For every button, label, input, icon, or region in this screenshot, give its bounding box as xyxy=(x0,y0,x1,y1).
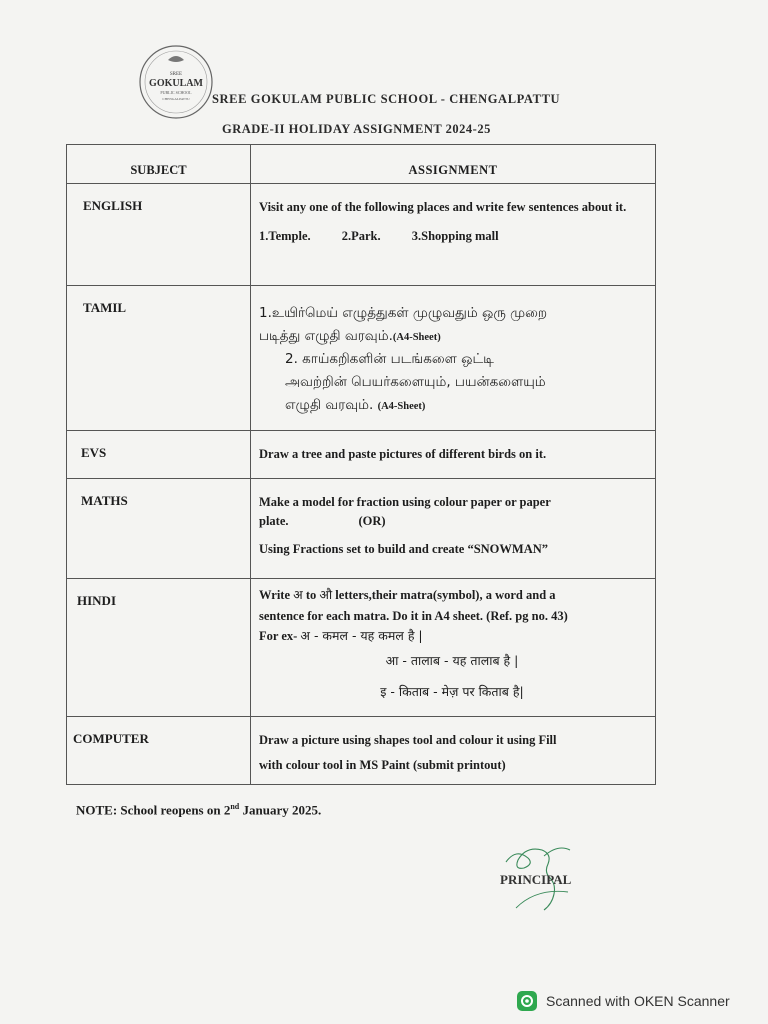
subject-computer: COMPUTER xyxy=(67,717,251,784)
row-english xyxy=(67,183,655,285)
logo-line4: CHENGALPATTU xyxy=(162,97,190,101)
maths-line-1: Make a model for fraction using colour paper or paper xyxy=(259,495,551,509)
tamil-line-2 xyxy=(259,325,645,348)
row-maths xyxy=(67,478,655,578)
reopen-note xyxy=(76,802,321,818)
assignment-title: GRADE-II HOLIDAY ASSIGNMENT 2024-25 xyxy=(222,122,491,136)
english-place-1: 1.Temple. xyxy=(259,229,311,244)
logo-line3: PUBLIC SCHOOL xyxy=(160,90,192,95)
hindi-line-2: sentence for each matra. Do it in A4 sheet. (Ref. pg no. 43) xyxy=(259,608,568,623)
computer-line-2: with colour tool in MS Paint (submit printout) xyxy=(259,758,506,773)
hindi-line-1-a: Write xyxy=(259,588,294,602)
row-tamil xyxy=(67,285,655,430)
assignment-tamil xyxy=(251,286,655,430)
subject-maths: MATHS xyxy=(67,479,251,578)
note-suffix: January 2025. xyxy=(239,802,322,818)
tamil-line-2-note: (A4-Sheet) xyxy=(392,331,441,343)
assignment-maths xyxy=(251,479,655,578)
row-computer xyxy=(67,716,655,784)
english-place-3: 3.Shopping mall xyxy=(411,229,499,244)
subject-tamil: TAMIL xyxy=(67,286,251,430)
school-logo xyxy=(138,44,214,120)
assignment-table xyxy=(66,144,656,785)
row-evs xyxy=(67,430,655,478)
hindi-example-3: इ - किताब - मेज़ पर किताब है| xyxy=(380,683,524,699)
scanner-logo-icon xyxy=(516,990,538,1012)
principal-label: PRINCIPAL xyxy=(500,872,572,887)
logo-line2: GOKULAM xyxy=(149,78,203,89)
hindi-letter-au: औ xyxy=(319,587,333,602)
maths-line-2-text: plate. xyxy=(259,514,289,529)
scanner-watermark xyxy=(516,990,730,1012)
hindi-example-1: अ - कमल - यह कमल है | xyxy=(300,628,423,644)
logo-line1: SREE xyxy=(169,72,183,77)
hindi-line-3-a: For ex- xyxy=(259,629,301,644)
tamil-line-5-text: எழுதி வரவும். xyxy=(285,396,374,413)
tamil-line-1: 1.உயிர்மெய் எழுத்துகள் முழுவதும் ஒரு முறை xyxy=(259,305,548,321)
row-hindi xyxy=(67,578,655,716)
note-prefix: NOTE: School reopens on 2 xyxy=(76,802,231,818)
subject-english: ENGLISH xyxy=(67,184,251,285)
tamil-line-5 xyxy=(259,394,645,417)
school-name: SREE GOKULAM PUBLIC SCHOOL - CHENGALPATTU xyxy=(212,92,561,106)
maths-line-2 xyxy=(259,512,645,531)
assignment-hindi xyxy=(251,579,655,716)
hindi-line-3 xyxy=(259,626,645,647)
subject-evs: EVS xyxy=(67,431,251,478)
tamil-line-3: 2. காய்கறிகளின் படங்களை ஒட்டி xyxy=(285,350,494,367)
note-sup: nd xyxy=(230,802,240,811)
english-places xyxy=(259,227,645,246)
english-place-2: 2.Park. xyxy=(341,229,381,244)
tamil-line-4: அவற்றின் பெயர்களையும், பயன்களையும் xyxy=(285,373,546,390)
maths-line-3: Using Fractions set to build and create “SNOWMAN” xyxy=(259,541,549,556)
assignment-evs: Draw a tree and paste pictures of different birds on it. xyxy=(259,447,547,461)
maths-or: (OR) xyxy=(358,514,386,529)
scanner-text: Scanned with OKEN Scanner xyxy=(546,993,730,1009)
column-header-assignment: ASSIGNMENT xyxy=(408,163,498,177)
hindi-letter-a: अ xyxy=(293,587,303,602)
column-header-subject: SUBJECT xyxy=(67,145,251,183)
subject-hindi: HINDI xyxy=(67,579,251,716)
assignment-english xyxy=(251,184,655,285)
hindi-line-1 xyxy=(259,585,645,606)
assignment-computer xyxy=(251,717,655,784)
hindi-line-1-c: to xyxy=(302,588,320,602)
table-header-row xyxy=(67,145,655,183)
computer-line-1: Draw a picture using shapes tool and colour it using Fill xyxy=(259,733,557,747)
hindi-line-1-e: letters,their matra(symbol), a word and a xyxy=(332,588,556,602)
tamil-line-5-note: (A4-Sheet) xyxy=(377,400,426,412)
tamil-line-2-text: படித்து எழுதி வரவும். xyxy=(259,327,393,344)
hindi-example-2: आ - तालाब - यह तालाब है | xyxy=(385,652,519,668)
english-text: Visit any one of the following places and write few sentences about it. xyxy=(259,200,627,214)
